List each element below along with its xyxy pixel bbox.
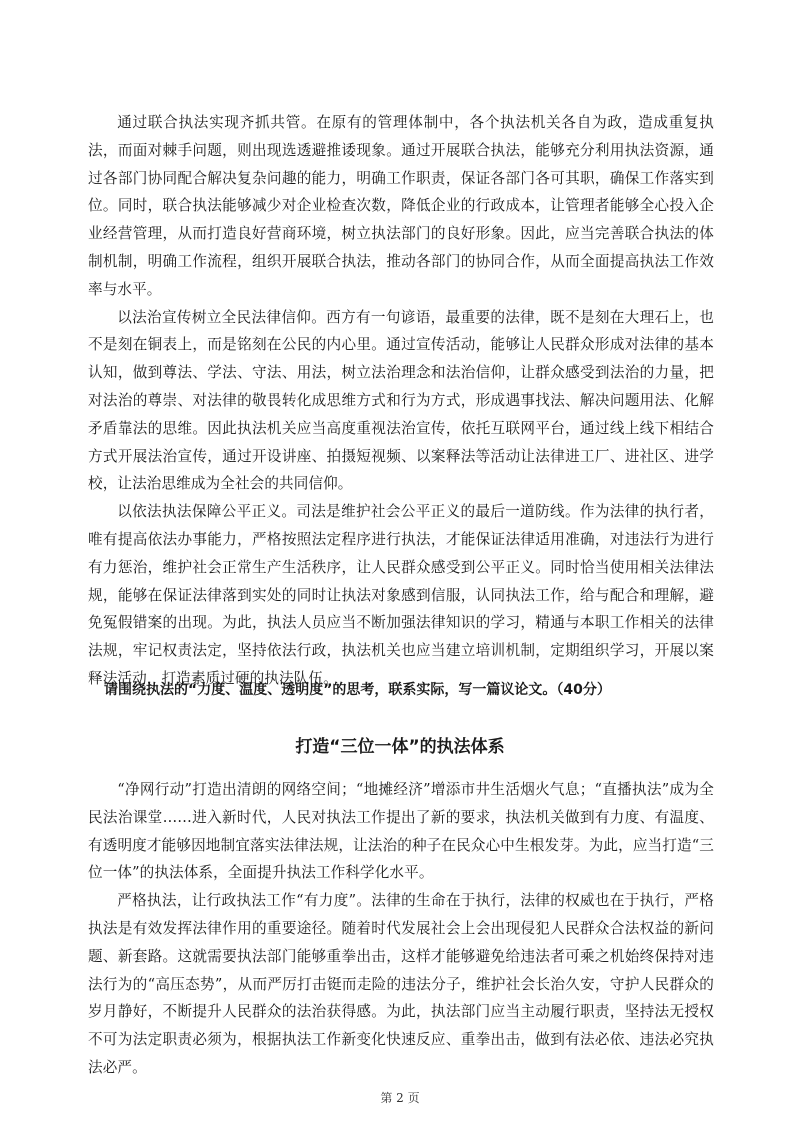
body-paragraph: 通过联合执法实现齐抓共管。在原有的管理体制中，各个执法机关各自为政，造成重复执法，而面对棘手问题，则出现选透避推诿现象。通过开展联合执法，能够充分利用执法资源，通过各部门协同配合解决复杂问趣的能力，明确工作职责，保证各部门各可其职，确保工作落实到位。同时，联合执法能够减少对企业检查次数，降低企业的行政成本，让管理者能够全心投入企业经营管理，从而打造良好营商环境，树立执法部门的良好形象。因此，应当完善联合执法的体制机制，明确工作流程，组织开展联合执法，推动各部门的协同合作，从而全面提高执法工作效率与水平。 bbox=[88, 114, 714, 298]
essay-body bbox=[88, 776, 714, 1082]
previous-material-section bbox=[88, 109, 714, 693]
page-number: 第 2 页 bbox=[380, 1091, 420, 1105]
body-paragraph: 以依法执法保障公平正义。司法是维护社会公平正义的最后一道防线。作为法律的执行者，唯有提高依法办事能力，严格按照法定程序进行执法，才能保证法律适用准确，对违法行为进行有力惩治，维护社会正常生产生活秩序，让人民群众感受到公平正义。同时恰当使用相关法律法规，能够在保证法律落到实处的同时让执法对象感到信服，认同执法工作，给与配合和理解，避免冤假错案的出现。为此，执法人员应当不断加强法律知识的学习，精通与本职工作相关的法律法规，牢记权责法定，坚持依法行政，执法机关也应当建立培训机制，定期组织学习，开展以案释法活动，打造素质过硬的执法队伍。 bbox=[88, 503, 714, 687]
body-paragraph: 以法治宣传树立全民法律信仰。西方有一句谚语，最重要的法律，既不是刻在大理石上，也不是刻在铜表上，而是铭刻在公民的内心里。通过宣传活动，能够让人民群众形成对法律的基本认知，做到尊法、学法、守法、用法，树立法治理念和法治信仰，让群众感受到法治的力量，把对法治的尊崇、对法律的敬畏转化成思维方式和行为方式，形成遇事找法、解决问题用法、化解矛盾靠法的思维。因此执法机关应当高度重视法治宣传，依托互联网平台，通过线上线下相结合方式开展法治宣传，通过开设讲座、拍摄短视频、以案释法等活动让法律进工厂、进社区、进学校，让法治思维成为全社会的共同信仰。 bbox=[88, 308, 714, 493]
essay-question: 请围绕执法的“力度、温度、透明度”的思考，联系实际，写一篇议论文。（40分） bbox=[104, 682, 611, 698]
essay-title: 打造“三位一体”的执法体系 bbox=[295, 737, 505, 757]
essay-paragraph: 严格执法，让行政执法工作“有力度”。法律的生命在于执行，法律的权威也在于执行，严格执法是有效发挥法律作用的重要途径。随着时代发展社会上会出现侵犯人民群众合法权益的新问题、新套路。这就需要执法部门能够重拳出击，这样才能够避免给违法者可乘之机始终保持对违法行为的“高压态势”，从而严厉打击铤而走险的违法分子，维护社会长治久安，守护人民群众的岁月静好，不断提升人民群众的法治获得感。为此，执法部门应当主动履行职责，坚持法无授权不可为法定职责必须为，根据执法工作新变化快速反应、重拳出击，做到有法必依、违法必究执法必严。 bbox=[88, 892, 714, 1076]
essay-paragraph: “净网行动”打造出清朗的网络空间；“地摊经济”增添市井生活烟火气息；“直播执法”成为全民法治课堂……进入新时代，人民对执法工作提出了新的要求，执法机关做到有力度、有温度、有透明度才能够因地制宜落实法律法规，让法治的种子在民众心中生根发芽。为此，应当打造“三位一体”的执法体系，全面提升执法工作科学化水平。 bbox=[88, 781, 714, 882]
